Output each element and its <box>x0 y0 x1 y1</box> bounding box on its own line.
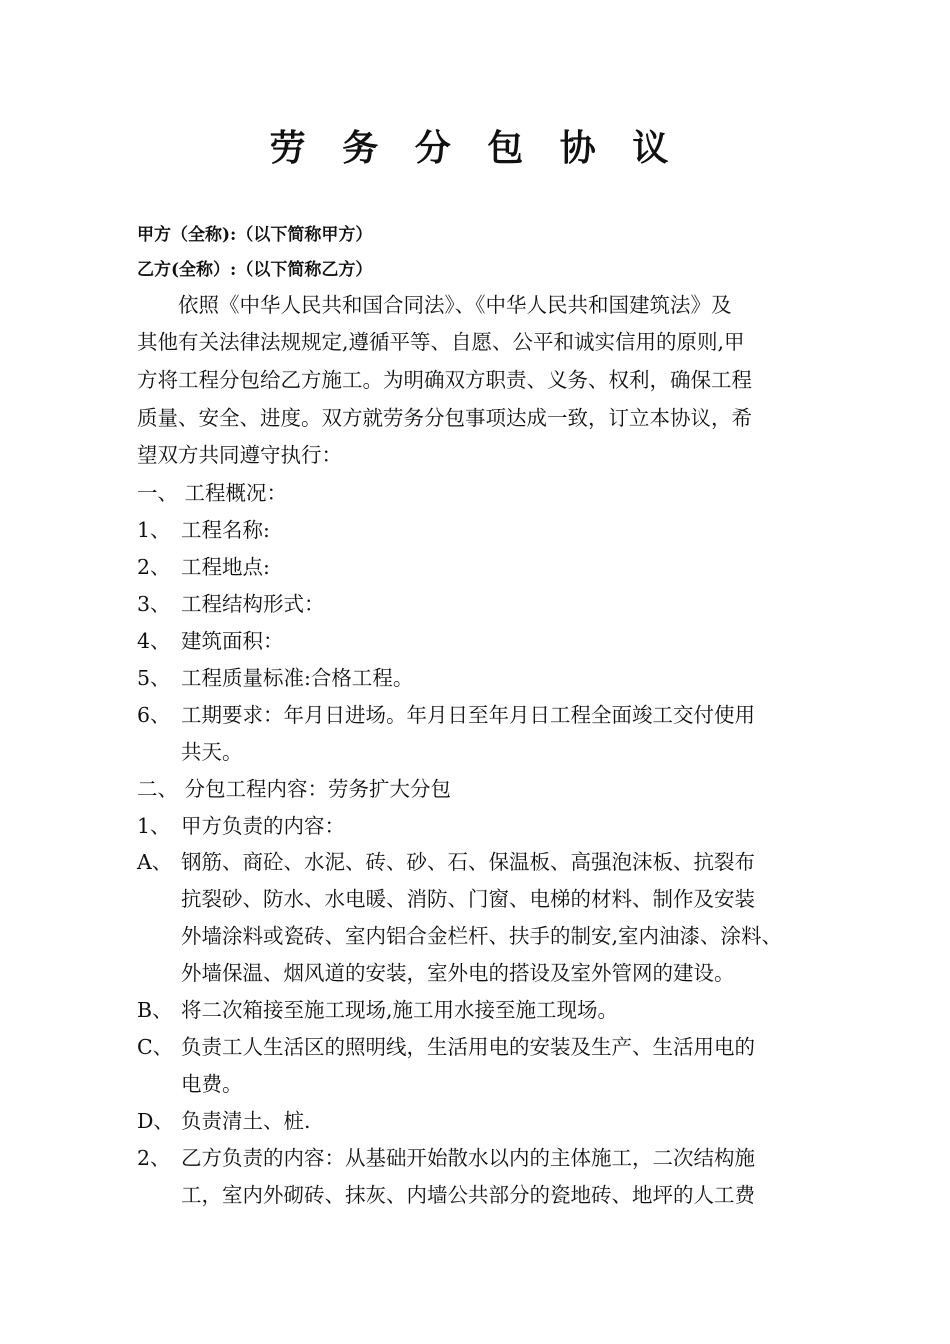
list-item-marker: 4、 <box>137 629 171 653</box>
preamble-line: 依照《中华人民共和国合同法》、《中华人民共和国建筑法》及 <box>137 293 732 317</box>
list-item-marker: 2、 <box>137 1146 171 1170</box>
document-title: 劳 务 分 包 协 议 <box>269 127 681 169</box>
list-item-marker: 2、 <box>137 555 171 579</box>
sub-item-text: 外墙保温、烟风道的安装，室外电的搭设及室外管网的建设。 <box>181 961 735 985</box>
sub-item-marker: A、 <box>137 850 173 874</box>
preamble-line: 方将工程分包给乙方施工。为明确双方职责、义务、权利，确保工程 <box>137 368 752 392</box>
list-item-marker: 1、 <box>137 814 171 838</box>
list-item-text: 共天。 <box>181 740 243 764</box>
preamble-line: 质量、安全、进度。双方就劳务分包事项达成一致，订立本协议，希 <box>137 406 752 430</box>
list-item-text: 工程结构形式： <box>181 592 325 616</box>
sub-item-marker: D、 <box>137 1109 174 1133</box>
sub-item-text: 负责清土、桩. <box>181 1109 311 1133</box>
list-item-text: 甲方负责的内容： <box>181 814 345 838</box>
list-item-marker: 3、 <box>137 592 171 616</box>
list-item-text: 工，室内外砌砖、抹灰、内墙公共部分的瓷地砖、地坪的人工费 <box>181 1183 755 1207</box>
preamble-line: 其他有关法律法规规定,遵循平等、自愿、公平和诚实信用的原则,甲 <box>137 330 745 354</box>
sub-item-text: 抗裂砂、防水、水电暖、消防、门窗、电梯的材料、制作及安装 <box>181 887 755 911</box>
list-item-marker: 6、 <box>137 703 171 727</box>
sub-item-text: 钢筋、商砼、水泥、砖、砂、石、保温板、高强泡沫板、抗裂布 <box>181 850 755 874</box>
list-item-text: 建筑面积： <box>181 629 284 653</box>
sub-item-text: 外墙涂料或瓷砖、室内铝合金栏杆、扶手的制安,室内油漆、涂料、 <box>181 924 783 948</box>
party-b-line: 乙方(全称）:（以下简称乙方） <box>137 260 373 280</box>
list-item-text: 工期要求：年月日进场。年月日至年月日工程全面竣工交付使用 <box>181 703 755 727</box>
list-item-text: 工程质量标准:合格工程。 <box>181 666 414 690</box>
sub-item-marker: C、 <box>137 1035 174 1059</box>
sub-item-text: 将二次箱接至施工现场,施工用水接至施工现场。 <box>181 998 619 1022</box>
list-item-text: 工程地点: <box>181 555 270 579</box>
list-item-marker: 5、 <box>137 666 171 690</box>
sub-item-marker: B、 <box>137 998 173 1022</box>
list-item-text: 工程名称: <box>181 518 270 542</box>
sub-item-text: 负责工人生活区的照明线，生活用电的安装及生产、生活用电的 <box>181 1035 755 1059</box>
preamble-line: 望双方共同遵守执行： <box>137 443 342 467</box>
section-heading: 一、 工程概况： <box>137 481 288 505</box>
section-heading: 二、 分包工程内容：劳务扩大分包 <box>137 777 452 801</box>
list-item-marker: 1、 <box>137 518 171 542</box>
party-a-line: 甲方（全称):（以下简称甲方） <box>137 225 373 245</box>
list-item-text: 乙方负责的内容：从基础开始散水以内的主体施工，二次结构施 <box>181 1146 755 1170</box>
sub-item-text: 电费。 <box>181 1072 243 1096</box>
